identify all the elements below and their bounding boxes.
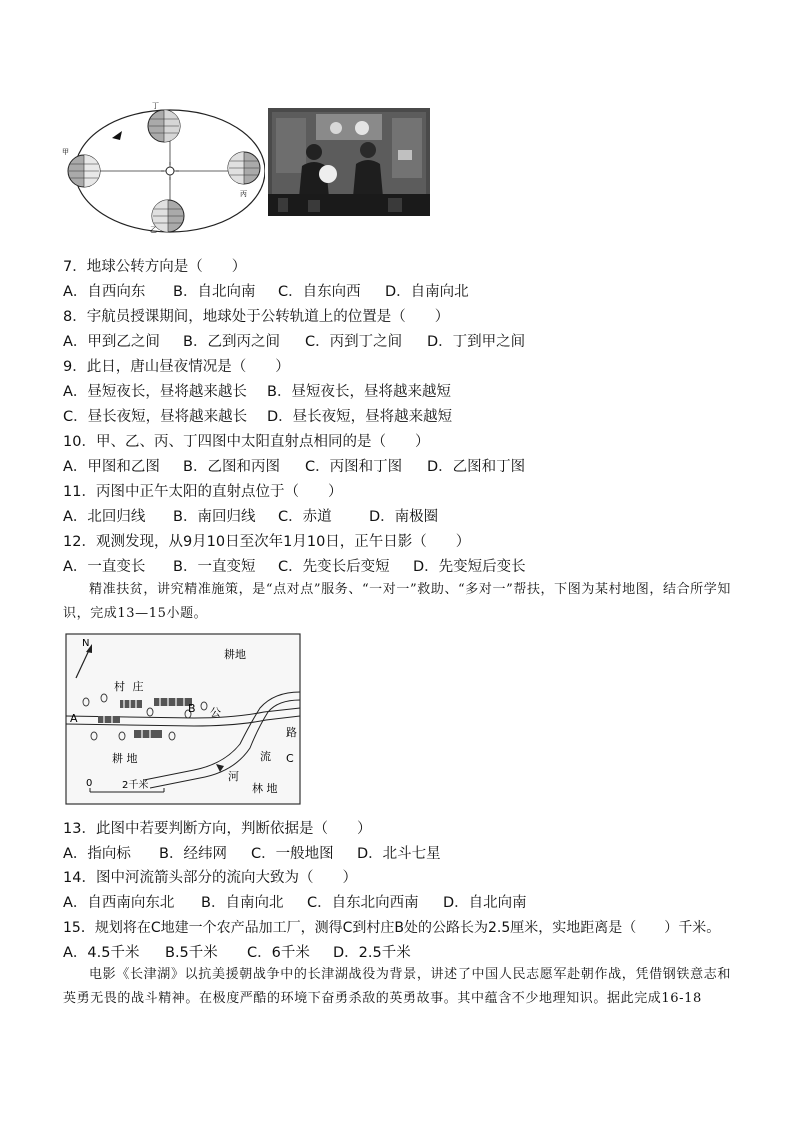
option-b[interactable]: B．自南向北 — [201, 895, 284, 911]
label-yi: 乙 — [150, 226, 157, 234]
option-c[interactable]: C．自东向西 — [278, 284, 361, 300]
option-a[interactable]: A．甲图和乙图 — [63, 459, 160, 475]
option-b[interactable]: B.5千米 — [165, 945, 218, 961]
option-d[interactable]: D．先变短后变长 — [413, 559, 526, 575]
option-d[interactable]: D．南极圈 — [369, 509, 439, 525]
option-c[interactable]: C．一般地图 — [251, 846, 334, 862]
option-d[interactable]: D．2.5千米 — [333, 945, 411, 961]
option-d[interactable]: D．北斗七星 — [357, 846, 441, 862]
option-a[interactable]: A．4.5千米 — [63, 945, 140, 961]
earth-jia — [68, 155, 100, 187]
option-a[interactable]: A．一直变长 — [63, 559, 146, 575]
earth-ding — [148, 110, 180, 142]
north-label: N — [82, 638, 90, 649]
option-b[interactable]: B．一直变短 — [173, 559, 256, 575]
option-c[interactable]: C．丙到丁之间 — [305, 334, 403, 350]
option-b[interactable]: B．乙图和丙图 — [183, 459, 280, 475]
village-map — [64, 632, 304, 810]
option-a[interactable]: A．昼短夜长，昼将越来越长 — [63, 384, 247, 400]
label-point-c: C — [286, 752, 294, 765]
question-11: 11．丙图中正午太阳的直射点位于（ ） — [63, 484, 343, 500]
earth-orbit-diagram — [60, 98, 265, 238]
intro-poverty: 精准扶贫，讲究精准施策，是“点对点”服务、“一对一”救助、“多对一”帮扶，下图为某村地图，结合所学知识，完成13—15小题。 — [63, 582, 731, 621]
question-8: 8．宇航员授课期间，地球处于公转轨道上的位置是（ ） — [63, 309, 450, 325]
question-7: 7．地球公转方向是（ ） — [63, 259, 247, 275]
label-farmland-top: 耕地 — [224, 648, 246, 661]
label-village: 村 庄 — [114, 680, 146, 693]
scale-zero: 0 — [86, 778, 93, 789]
option-a[interactable]: A．自西南向东北 — [63, 895, 175, 911]
option-d[interactable]: D．昼长夜短，昼将越来越短 — [267, 409, 453, 425]
label-farmland-bottom: 耕 地 — [112, 752, 138, 765]
option-d[interactable]: D．自南向北 — [385, 284, 469, 300]
option-a[interactable]: A．自西向东 — [63, 284, 146, 300]
option-c[interactable]: C．丙图和丁图 — [305, 459, 403, 475]
intro-movie: 电影《长津湖》以抗美援朝战争中的长津湖战役为背景，讲述了中国人民志愿军赴朝作战，凭借钢铁意志和英勇无畏的战斗精神。在极度严酷的环境下奋勇杀敌的英勇故事。其中蕴含不少地理知识。据此完成16-18 — [63, 967, 731, 1006]
label-ding: 丁 — [152, 102, 159, 110]
option-b[interactable]: B．昼短夜长，昼将越来越短 — [267, 384, 451, 400]
label-road-2: 路 — [286, 726, 297, 739]
space-station-photo — [268, 108, 430, 216]
question-12: 12．观测发现，从9月10日至次年1月10日，正午日影（ ） — [63, 534, 471, 550]
option-a[interactable]: A．指向标 — [63, 846, 131, 862]
label-road-1: 公 — [210, 706, 221, 719]
option-a[interactable]: A．北回归线 — [63, 509, 146, 525]
label-river-1: 流 — [260, 750, 271, 763]
option-c[interactable]: C．自东北向西南 — [307, 895, 419, 911]
label-forest: 林 地 — [252, 782, 278, 795]
option-b[interactable]: B．乙到丙之间 — [183, 334, 280, 350]
question-10: 10．甲、乙、丙、丁四图中太阳直射点相同的是（ ） — [63, 434, 430, 450]
option-c[interactable]: C．赤道 — [278, 509, 332, 525]
label-point-b: B — [188, 702, 196, 715]
option-c[interactable]: C．昼长夜短，昼将越来越长 — [63, 409, 248, 425]
earth-bing — [228, 152, 260, 184]
option-d[interactable]: D．自北向南 — [443, 895, 527, 911]
option-c[interactable]: C．先变长后变短 — [278, 559, 390, 575]
label-jia: 甲 — [62, 148, 69, 156]
scale-label: 2千米 — [122, 780, 149, 791]
label-river-2: 河 — [228, 770, 239, 783]
label-point-a: A — [70, 712, 78, 725]
option-b[interactable]: B．经纬网 — [159, 846, 227, 862]
option-b[interactable]: B．南回归线 — [173, 509, 256, 525]
option-b[interactable]: B．自北向南 — [173, 284, 256, 300]
option-d[interactable]: D．乙图和丁图 — [427, 459, 526, 475]
option-c[interactable]: C．6千米 — [247, 945, 310, 961]
question-13: 13．此图中若要判断方向，判断依据是（ ） — [63, 821, 372, 837]
question-9: 9．此日，唐山昼夜情况是（ ） — [63, 359, 290, 375]
label-bing: 丙 — [240, 190, 247, 198]
option-d[interactable]: D．丁到甲之间 — [427, 334, 526, 350]
option-a[interactable]: A．甲到乙之间 — [63, 334, 160, 350]
question-15: 15．规划将在C地建一个农产品加工厂，测得C到村庄B处的公路长为2.5厘米，实地距离是（ ）千米。 — [63, 920, 721, 936]
question-14: 14．图中河流箭头部分的流向大致为（ ） — [63, 870, 357, 886]
